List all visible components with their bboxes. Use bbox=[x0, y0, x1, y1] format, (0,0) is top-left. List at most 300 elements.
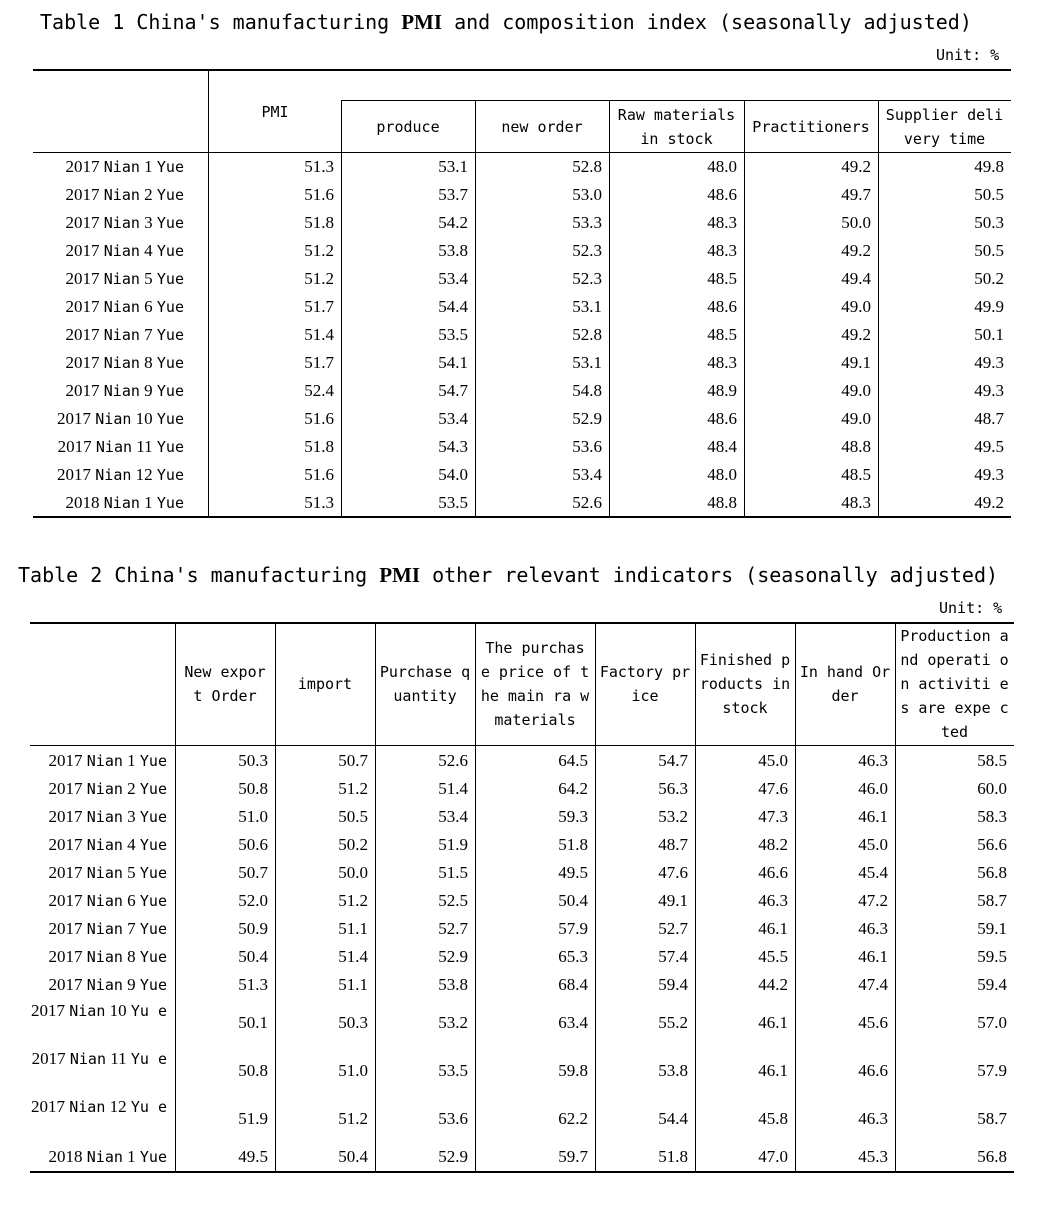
table2-cell: 62.2 bbox=[558, 1109, 588, 1128]
table2-cell: 54.4 bbox=[658, 1109, 688, 1128]
table2-row-label bbox=[31, 1143, 167, 1171]
row-yue: Yue bbox=[139, 864, 167, 882]
row-yue: Yue bbox=[156, 298, 184, 316]
table2-cell: 50.4 bbox=[238, 947, 268, 966]
table1-cell: 53.4 bbox=[572, 465, 602, 484]
row-year: 2017 bbox=[48, 835, 83, 854]
table2-cell: 56.8 bbox=[977, 863, 1007, 882]
table2-cell: 51.0 bbox=[338, 1061, 368, 1080]
table2-cell: 54.7 bbox=[658, 751, 688, 770]
row-month: 10 bbox=[109, 1001, 127, 1020]
table2-row-label bbox=[31, 859, 167, 887]
table2-cell: 52.6 bbox=[438, 751, 468, 770]
table2-cell: 45.3 bbox=[858, 1147, 888, 1166]
table1-cell: 51.2 bbox=[304, 269, 334, 288]
table2-cell: 45.4 bbox=[858, 863, 888, 882]
table2-cell: 59.4 bbox=[977, 975, 1007, 994]
table2-cell: 51.1 bbox=[338, 975, 368, 994]
table2-cell: 51.9 bbox=[438, 835, 468, 854]
table1-cell: 48.6 bbox=[707, 185, 737, 204]
row-nian: Nian bbox=[103, 186, 140, 204]
table1-cell: 48.4 bbox=[707, 437, 737, 456]
table2-cell: 53.4 bbox=[438, 807, 468, 826]
table1-col-header: PMI bbox=[261, 103, 289, 121]
row-nian: Nian bbox=[86, 780, 123, 798]
row-year: 2018 bbox=[48, 1147, 83, 1166]
table1-row-label bbox=[34, 489, 184, 517]
table2-cell: 51.8 bbox=[558, 835, 588, 854]
table2-cell: 52.0 bbox=[238, 891, 268, 910]
table1-cell: 54.4 bbox=[438, 297, 468, 316]
table2-cell: 53.8 bbox=[438, 975, 468, 994]
table1-cell: 52.8 bbox=[572, 325, 602, 344]
table2-title bbox=[18, 563, 998, 587]
table2-cell: 68.4 bbox=[558, 975, 588, 994]
table1-cell: 52.3 bbox=[572, 269, 602, 288]
table1-cell: 52.8 bbox=[572, 157, 602, 176]
table2-cell: 46.6 bbox=[858, 1061, 888, 1080]
table1-cell: 54.7 bbox=[438, 381, 468, 400]
table1-cell: 52.4 bbox=[304, 381, 334, 400]
table2-cell: 47.4 bbox=[858, 975, 888, 994]
table1-cell: 53.1 bbox=[572, 353, 602, 372]
table2-col-header: Production and operati on activiti es are expe cted bbox=[900, 627, 1009, 741]
table2-cell: 57.9 bbox=[558, 919, 588, 938]
table2-cell: 50.2 bbox=[338, 835, 368, 854]
row-month: 7 bbox=[127, 919, 136, 938]
table1-cell: 49.2 bbox=[841, 241, 871, 260]
row-year: 2017 bbox=[65, 297, 100, 316]
table2-cell: 50.3 bbox=[338, 1013, 368, 1032]
table2-cell: 57.4 bbox=[658, 947, 688, 966]
table2-unit: Unit: % bbox=[939, 599, 1003, 617]
table2-cell: 57.9 bbox=[977, 1061, 1007, 1080]
table2-cell: 49.1 bbox=[658, 891, 688, 910]
row-month: 12 bbox=[135, 465, 153, 484]
row-month: 4 bbox=[144, 241, 153, 260]
table2-row-label bbox=[31, 775, 167, 803]
row-yue: Yue bbox=[156, 354, 184, 372]
row-yue: Yue bbox=[156, 214, 184, 232]
table1-cell: 49.0 bbox=[841, 409, 871, 428]
table1-cell: 48.5 bbox=[707, 269, 737, 288]
table2-cell: 46.1 bbox=[758, 1061, 788, 1080]
table1-cell: 54.2 bbox=[438, 213, 468, 232]
table2-col-header: Finished products in stock bbox=[699, 651, 791, 717]
row-year: 2017 bbox=[31, 1049, 66, 1068]
table1-cell: 49.9 bbox=[974, 297, 1004, 316]
table2-cell: 46.1 bbox=[858, 807, 888, 826]
table2-cell: 45.8 bbox=[758, 1109, 788, 1128]
table1-title-suffix: and composition index (seasonally adjusted) bbox=[442, 10, 972, 34]
table2-cell: 51.1 bbox=[338, 919, 368, 938]
row-year: 2017 bbox=[65, 269, 100, 288]
table1-col-header: Practitioners bbox=[752, 117, 870, 136]
table2-row-label bbox=[31, 1095, 167, 1143]
row-nian: Nian bbox=[69, 1098, 106, 1116]
table1-cell: 53.6 bbox=[572, 437, 602, 456]
table1-row-label bbox=[34, 321, 184, 349]
table1-cell: 50.3 bbox=[974, 213, 1004, 232]
table2-row-label bbox=[31, 887, 167, 915]
table2-cell: 59.3 bbox=[558, 807, 588, 826]
row-nian: Nian bbox=[103, 298, 140, 316]
table2-cell: 58.7 bbox=[977, 1109, 1007, 1128]
table2-cell: 50.5 bbox=[338, 807, 368, 826]
row-nian: Nian bbox=[103, 270, 140, 288]
table1-cell: 49.4 bbox=[841, 269, 871, 288]
table2-cell: 52.9 bbox=[438, 1147, 468, 1166]
row-month: 3 bbox=[144, 213, 153, 232]
table2-cell: 46.1 bbox=[758, 919, 788, 938]
table1-cell: 49.8 bbox=[974, 157, 1004, 176]
row-yue: Yue bbox=[139, 1148, 167, 1166]
table1-cell: 53.4 bbox=[438, 269, 468, 288]
table1-cell: 51.4 bbox=[304, 325, 334, 344]
row-year: 2017 bbox=[65, 185, 100, 204]
table2-cell: 59.8 bbox=[558, 1061, 588, 1080]
row-month: 12 bbox=[109, 1097, 127, 1116]
table1-cell: 50.1 bbox=[974, 325, 1004, 344]
table2-row-label bbox=[31, 831, 167, 859]
table1-cell: 53.7 bbox=[438, 185, 468, 204]
row-year: 2017 bbox=[65, 381, 100, 400]
table2-cell: 64.2 bbox=[558, 779, 588, 798]
row-year: 2017 bbox=[57, 465, 92, 484]
row-year: 2017 bbox=[48, 751, 83, 770]
row-yue: Yue bbox=[156, 466, 184, 484]
table1-col-header: Supplier deli very time bbox=[885, 105, 1004, 148]
table2-cell: 57.0 bbox=[977, 1013, 1007, 1032]
table1-row-label bbox=[34, 349, 184, 377]
table1-title-bold: PMI bbox=[401, 10, 443, 34]
table1-cell: 51.2 bbox=[304, 241, 334, 260]
row-month: 8 bbox=[127, 947, 136, 966]
table1-cell: 54.0 bbox=[438, 465, 468, 484]
table1-cell: 54.8 bbox=[572, 381, 602, 400]
table1-cell: 50.5 bbox=[974, 241, 1004, 260]
row-yue: Yue bbox=[156, 494, 184, 512]
table1-cell: 48.3 bbox=[841, 493, 871, 512]
table1-cell: 48.6 bbox=[707, 409, 737, 428]
table2-cell: 58.7 bbox=[977, 891, 1007, 910]
table1-cell: 53.8 bbox=[438, 241, 468, 260]
row-month: 11 bbox=[110, 1049, 127, 1068]
row-month: 9 bbox=[144, 381, 153, 400]
table1-cell: 48.3 bbox=[707, 213, 737, 232]
row-yue: Yue bbox=[139, 752, 167, 770]
table2-cell: 46.1 bbox=[758, 1013, 788, 1032]
row-yue: Yue bbox=[156, 326, 184, 344]
row-nian: Nian bbox=[103, 242, 140, 260]
table1-col-header: new order bbox=[501, 117, 583, 136]
table1-cell: 51.6 bbox=[304, 465, 334, 484]
table2-cell: 51.4 bbox=[338, 947, 368, 966]
table2-cell: 50.6 bbox=[238, 835, 268, 854]
row-nian: Nian bbox=[86, 864, 123, 882]
table2-cell: 56.6 bbox=[977, 835, 1007, 854]
row-year: 2017 bbox=[65, 353, 100, 372]
table1-cell: 52.3 bbox=[572, 241, 602, 260]
row-yue: Yue bbox=[156, 438, 184, 456]
table1-cell: 49.0 bbox=[841, 381, 871, 400]
row-nian: Nian bbox=[103, 354, 140, 372]
row-year: 2017 bbox=[48, 975, 83, 994]
row-month: 4 bbox=[127, 835, 136, 854]
table1-row-label bbox=[34, 237, 184, 265]
table2-col-header: Factory price bbox=[599, 663, 691, 705]
table2-cell: 50.9 bbox=[238, 919, 268, 938]
table2-cell: 50.4 bbox=[338, 1147, 368, 1166]
row-year: 2017 bbox=[57, 437, 92, 456]
row-yue: Yu e bbox=[130, 1002, 167, 1020]
row-yue: Yue bbox=[156, 158, 184, 176]
table2-bottom-rule bbox=[30, 1171, 1014, 1173]
row-yue: Yue bbox=[139, 780, 167, 798]
table1-cell: 48.7 bbox=[974, 409, 1004, 428]
table2-cell: 52.9 bbox=[438, 947, 468, 966]
row-nian: Nian bbox=[69, 1002, 106, 1020]
table2-cell: 51.0 bbox=[238, 807, 268, 826]
row-month: 6 bbox=[144, 297, 153, 316]
row-month: 5 bbox=[127, 863, 136, 882]
table1-cell: 49.3 bbox=[974, 353, 1004, 372]
table1-col-header: produce bbox=[376, 117, 440, 136]
table1-cell: 53.3 bbox=[572, 213, 602, 232]
table1-cell: 48.0 bbox=[707, 157, 737, 176]
row-month: 6 bbox=[127, 891, 136, 910]
table1-row-label bbox=[34, 461, 184, 489]
table2-cell: 51.8 bbox=[658, 1147, 688, 1166]
row-year: 2017 bbox=[48, 863, 83, 882]
row-yue: Yu e bbox=[130, 1098, 167, 1116]
table2-row-label bbox=[31, 803, 167, 831]
table2-cell: 53.5 bbox=[438, 1061, 468, 1080]
row-nian: Nian bbox=[95, 438, 133, 456]
table1-cell: 49.7 bbox=[841, 185, 871, 204]
table2-cell: 65.3 bbox=[558, 947, 588, 966]
row-yue: Yue bbox=[139, 920, 167, 938]
table1-cell: 51.6 bbox=[304, 409, 334, 428]
table2-cell: 58.3 bbox=[977, 807, 1007, 826]
row-year: 2017 bbox=[65, 213, 100, 232]
table2-cell: 51.2 bbox=[338, 891, 368, 910]
table2-row-label bbox=[31, 1047, 167, 1095]
row-yue: Yue bbox=[156, 242, 184, 260]
table2-cell: 45.6 bbox=[858, 1013, 888, 1032]
table2-cell: 47.0 bbox=[758, 1147, 788, 1166]
table1-cell: 53.4 bbox=[438, 409, 468, 428]
table2-cell: 52.7 bbox=[658, 919, 688, 938]
table2-cell: 55.2 bbox=[658, 1013, 688, 1032]
row-nian: Nian bbox=[86, 1148, 123, 1166]
table1-unit: Unit: % bbox=[936, 46, 1000, 64]
row-month: 8 bbox=[144, 353, 153, 372]
table2-row-label bbox=[31, 999, 167, 1047]
row-month: 1 bbox=[127, 1147, 136, 1166]
table1-top-rule bbox=[33, 69, 1011, 71]
table2-cell: 50.8 bbox=[238, 1061, 268, 1080]
row-month: 7 bbox=[144, 325, 153, 344]
row-yue: Yue bbox=[139, 808, 167, 826]
table1-cell: 51.8 bbox=[304, 213, 334, 232]
table2-col-header: The purchas e price of the main ra w materials bbox=[480, 639, 590, 729]
table1-cell: 49.5 bbox=[974, 437, 1004, 456]
row-month: 5 bbox=[144, 269, 153, 288]
row-month: 11 bbox=[136, 437, 153, 456]
table2-cell: 58.5 bbox=[977, 751, 1007, 770]
table2-cell: 52.5 bbox=[438, 891, 468, 910]
row-nian: Nian bbox=[86, 808, 123, 826]
table2-cell: 50.0 bbox=[338, 863, 368, 882]
table2-cell: 51.5 bbox=[438, 863, 468, 882]
row-year: 2017 bbox=[31, 1097, 65, 1116]
row-nian: Nian bbox=[86, 920, 123, 938]
table1-cell: 48.3 bbox=[707, 353, 737, 372]
table2-row-label bbox=[31, 915, 167, 943]
table1-cell: 49.0 bbox=[841, 297, 871, 316]
table2-cell: 50.7 bbox=[238, 863, 268, 882]
table2-cell: 50.3 bbox=[238, 751, 268, 770]
table1-cell: 52.9 bbox=[572, 409, 602, 428]
table1-cell: 51.7 bbox=[304, 353, 334, 372]
table2-cell: 53.8 bbox=[658, 1061, 688, 1080]
table2-col-header: In hand Order bbox=[799, 663, 891, 705]
table1-cell: 52.6 bbox=[572, 493, 602, 512]
table2-cell: 53.6 bbox=[438, 1109, 468, 1128]
table2-cell: 63.4 bbox=[558, 1013, 588, 1032]
row-nian: Nian bbox=[86, 948, 123, 966]
table2-cell: 53.2 bbox=[658, 807, 688, 826]
table2-cell: 45.5 bbox=[758, 947, 788, 966]
table1-row-label bbox=[34, 209, 184, 237]
table2-cell: 48.2 bbox=[758, 835, 788, 854]
table1-cell: 49.2 bbox=[841, 157, 871, 176]
table2-cell: 46.3 bbox=[858, 751, 888, 770]
table2-cell: 50.7 bbox=[338, 751, 368, 770]
row-month: 1 bbox=[144, 157, 153, 176]
table2-cell: 59.4 bbox=[658, 975, 688, 994]
table2-cell: 47.2 bbox=[858, 891, 888, 910]
table2-cell: 51.3 bbox=[238, 975, 268, 994]
row-year: 2017 bbox=[31, 1001, 65, 1020]
table2-cell: 45.0 bbox=[858, 835, 888, 854]
row-year: 2017 bbox=[65, 325, 100, 344]
row-yue: Yue bbox=[139, 836, 167, 854]
table2-cell: 50.1 bbox=[238, 1013, 268, 1032]
table1-title-prefix: Table 1 China's manufacturing bbox=[40, 10, 402, 34]
table2-row-label bbox=[31, 971, 167, 999]
row-year: 2017 bbox=[48, 947, 83, 966]
table1-row-label bbox=[34, 293, 184, 321]
row-month: 1 bbox=[127, 751, 136, 770]
table1-cell: 51.3 bbox=[304, 157, 334, 176]
table1-row-label bbox=[34, 153, 184, 181]
table2-cell: 46.3 bbox=[858, 1109, 888, 1128]
row-nian: Nian bbox=[103, 494, 140, 512]
table1-cell: 49.3 bbox=[974, 381, 1004, 400]
table2-cell: 45.0 bbox=[758, 751, 788, 770]
row-year: 2017 bbox=[65, 157, 100, 176]
table2-cell: 46.0 bbox=[858, 779, 888, 798]
row-nian: Nian bbox=[103, 382, 140, 400]
table2-row-label bbox=[31, 943, 167, 971]
table2-cell: 59.5 bbox=[977, 947, 1007, 966]
table2-cell: 64.5 bbox=[558, 751, 588, 770]
row-yue: Yue bbox=[139, 948, 167, 966]
table1-cell: 53.0 bbox=[572, 185, 602, 204]
table1-row-label bbox=[34, 181, 184, 209]
table1-cell: 48.6 bbox=[707, 297, 737, 316]
table2-cell: 51.2 bbox=[338, 1109, 368, 1128]
table2-cell: 47.6 bbox=[658, 863, 688, 882]
table1-cell: 48.3 bbox=[707, 241, 737, 260]
table2-cell: 50.8 bbox=[238, 779, 268, 798]
table1-cell: 51.7 bbox=[304, 297, 334, 316]
table2-cell: 56.8 bbox=[977, 1147, 1007, 1166]
row-yue: Yue bbox=[156, 270, 184, 288]
table2-col-header: Purchase quantity bbox=[379, 663, 471, 705]
table2-row-label bbox=[31, 747, 167, 775]
table1-cell: 48.8 bbox=[841, 437, 871, 456]
row-month: 1 bbox=[144, 493, 153, 512]
table1-cell: 53.1 bbox=[572, 297, 602, 316]
table2-cell: 56.3 bbox=[658, 779, 688, 798]
table2-cell: 52.7 bbox=[438, 919, 468, 938]
row-year: 2017 bbox=[48, 807, 83, 826]
table2-cell: 49.5 bbox=[238, 1147, 268, 1166]
table1-cell: 49.3 bbox=[974, 465, 1004, 484]
table2-col-header: import bbox=[297, 675, 353, 693]
row-month: 10 bbox=[135, 409, 153, 428]
table1-col-header: Raw materials in stock bbox=[617, 105, 736, 148]
table2-cell: 50.4 bbox=[558, 891, 588, 910]
table1-cell: 48.5 bbox=[707, 325, 737, 344]
table1-cell: 50.5 bbox=[974, 185, 1004, 204]
row-yue: Yue bbox=[139, 976, 167, 994]
row-nian: Nian bbox=[86, 836, 123, 854]
row-month: 2 bbox=[127, 779, 136, 798]
table1-row-label bbox=[34, 433, 184, 461]
row-nian: Nian bbox=[103, 214, 140, 232]
table1-cell: 51.6 bbox=[304, 185, 334, 204]
table2-cell: 46.6 bbox=[758, 863, 788, 882]
row-nian: Nian bbox=[69, 1050, 106, 1068]
table2-cell: 48.7 bbox=[658, 835, 688, 854]
row-nian: Nian bbox=[103, 158, 140, 176]
row-yue: Yu e bbox=[130, 1050, 167, 1068]
row-year: 2017 bbox=[57, 409, 92, 428]
row-month: 3 bbox=[127, 807, 136, 826]
row-yue: Yue bbox=[139, 892, 167, 910]
table2-cell: 44.2 bbox=[758, 975, 788, 994]
table2-header-rule bbox=[30, 745, 1014, 746]
table2-cell: 46.3 bbox=[858, 919, 888, 938]
row-year: 2017 bbox=[48, 891, 83, 910]
table1-cell: 53.5 bbox=[438, 325, 468, 344]
table2-title-suffix: other relevant indicators (seasonally adjusted) bbox=[420, 563, 999, 587]
table2-cell: 51.2 bbox=[338, 779, 368, 798]
row-month: 9 bbox=[127, 975, 136, 994]
table1-cell: 49.2 bbox=[974, 493, 1004, 512]
table1-cell: 53.1 bbox=[438, 157, 468, 176]
table2-cell: 47.6 bbox=[758, 779, 788, 798]
row-yue: Yue bbox=[156, 410, 184, 428]
row-year: 2017 bbox=[48, 919, 83, 938]
table1-cell: 48.0 bbox=[707, 465, 737, 484]
row-yue: Yue bbox=[156, 382, 184, 400]
row-nian: Nian bbox=[86, 892, 123, 910]
